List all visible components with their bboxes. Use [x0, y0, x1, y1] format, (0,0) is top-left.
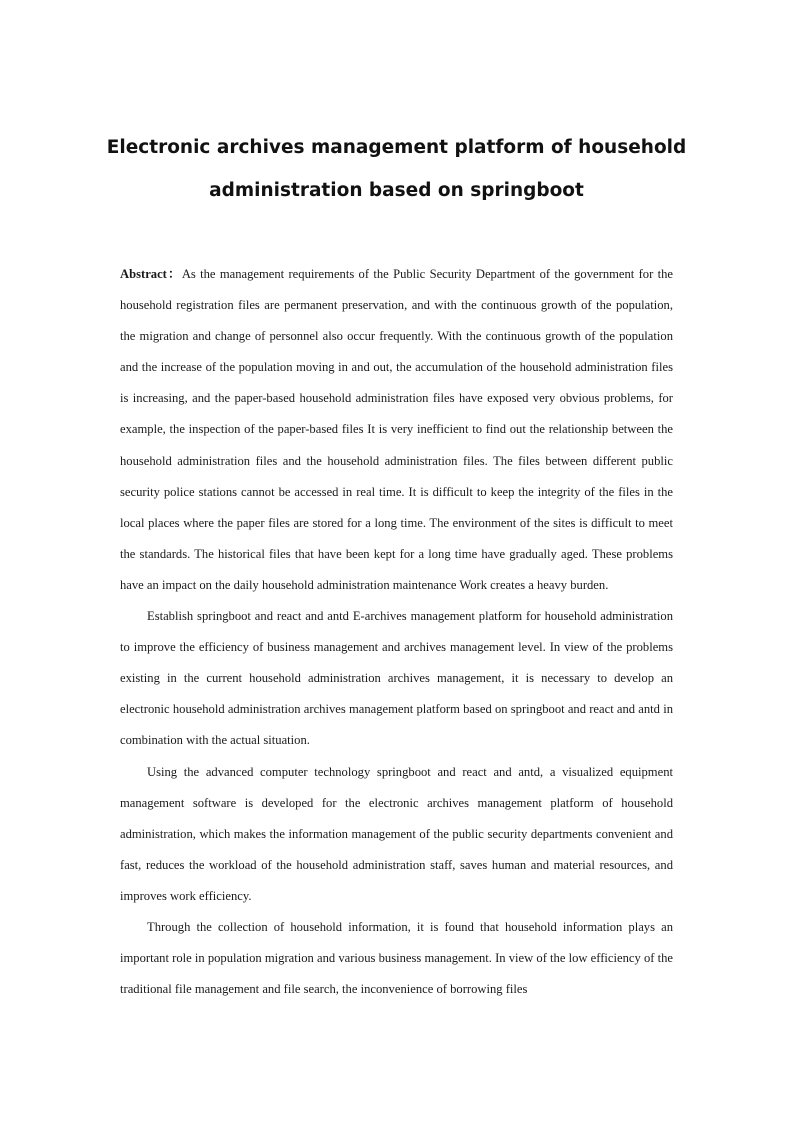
abstract-label: Abstract：: [120, 267, 182, 281]
body-paragraph-1: Establish springboot and react and antd E-archives management platform for household administration to improve the efficiency of business management and archives management level. In view of the problems existing in the current household administration archives management, it is necessary to develop an electronic household administration archives management platform based on springboot and react and antd in combination with the actual situation.: [120, 609, 673, 748]
document-body: [120, 259, 673, 1005]
document-title-line-2: administration based on springboot: [209, 180, 584, 201]
abstract-paragraph: [120, 259, 673, 601]
body-paragraph-2: Using the advanced computer technology springboot and react and antd, a visualized equipment management software is developed for the electronic archives management platform of household administration, which makes the information management of the public security departments convenient and fast, reduces the workload of the household administration staff, saves human and material resources, and improves work efficiency.: [120, 764, 673, 903]
document-title-line-1: Electronic archives management platform of household: [106, 137, 687, 158]
abstract-text: As the management requirements of the Public Security Department of the government for the household registration files are permanent preservation, and with the continuous growth of the population, the migration and change of personnel also occur frequently. With the continuous growth of the population and the increase of the population moving in and out, the accumulation of the household administration files is increasing, and the paper-based household administration files have exposed very obvious problems, for example, the inspection of the paper-based files It is very inefficient to find out the relationship between the household administration files and the household administration files. The files between different public security police stations cannot be accessed in real time. It is difficult to keep the integrity of the files in the local places where the paper files are stored for a long time. The environment of the sites is difficult to meet the standards. The historical files that have been kept for a long time have gradually aged. These problems have an impact on the daily household administration maintenance Work creates a heavy burden.: [120, 267, 674, 592]
body-paragraph-3: Through the collection of household information, it is found that household information plays an important role in population migration and various business management. In view of the low efficiency of the traditional file management and file search, the inconvenience of borrowing files: [120, 919, 673, 997]
